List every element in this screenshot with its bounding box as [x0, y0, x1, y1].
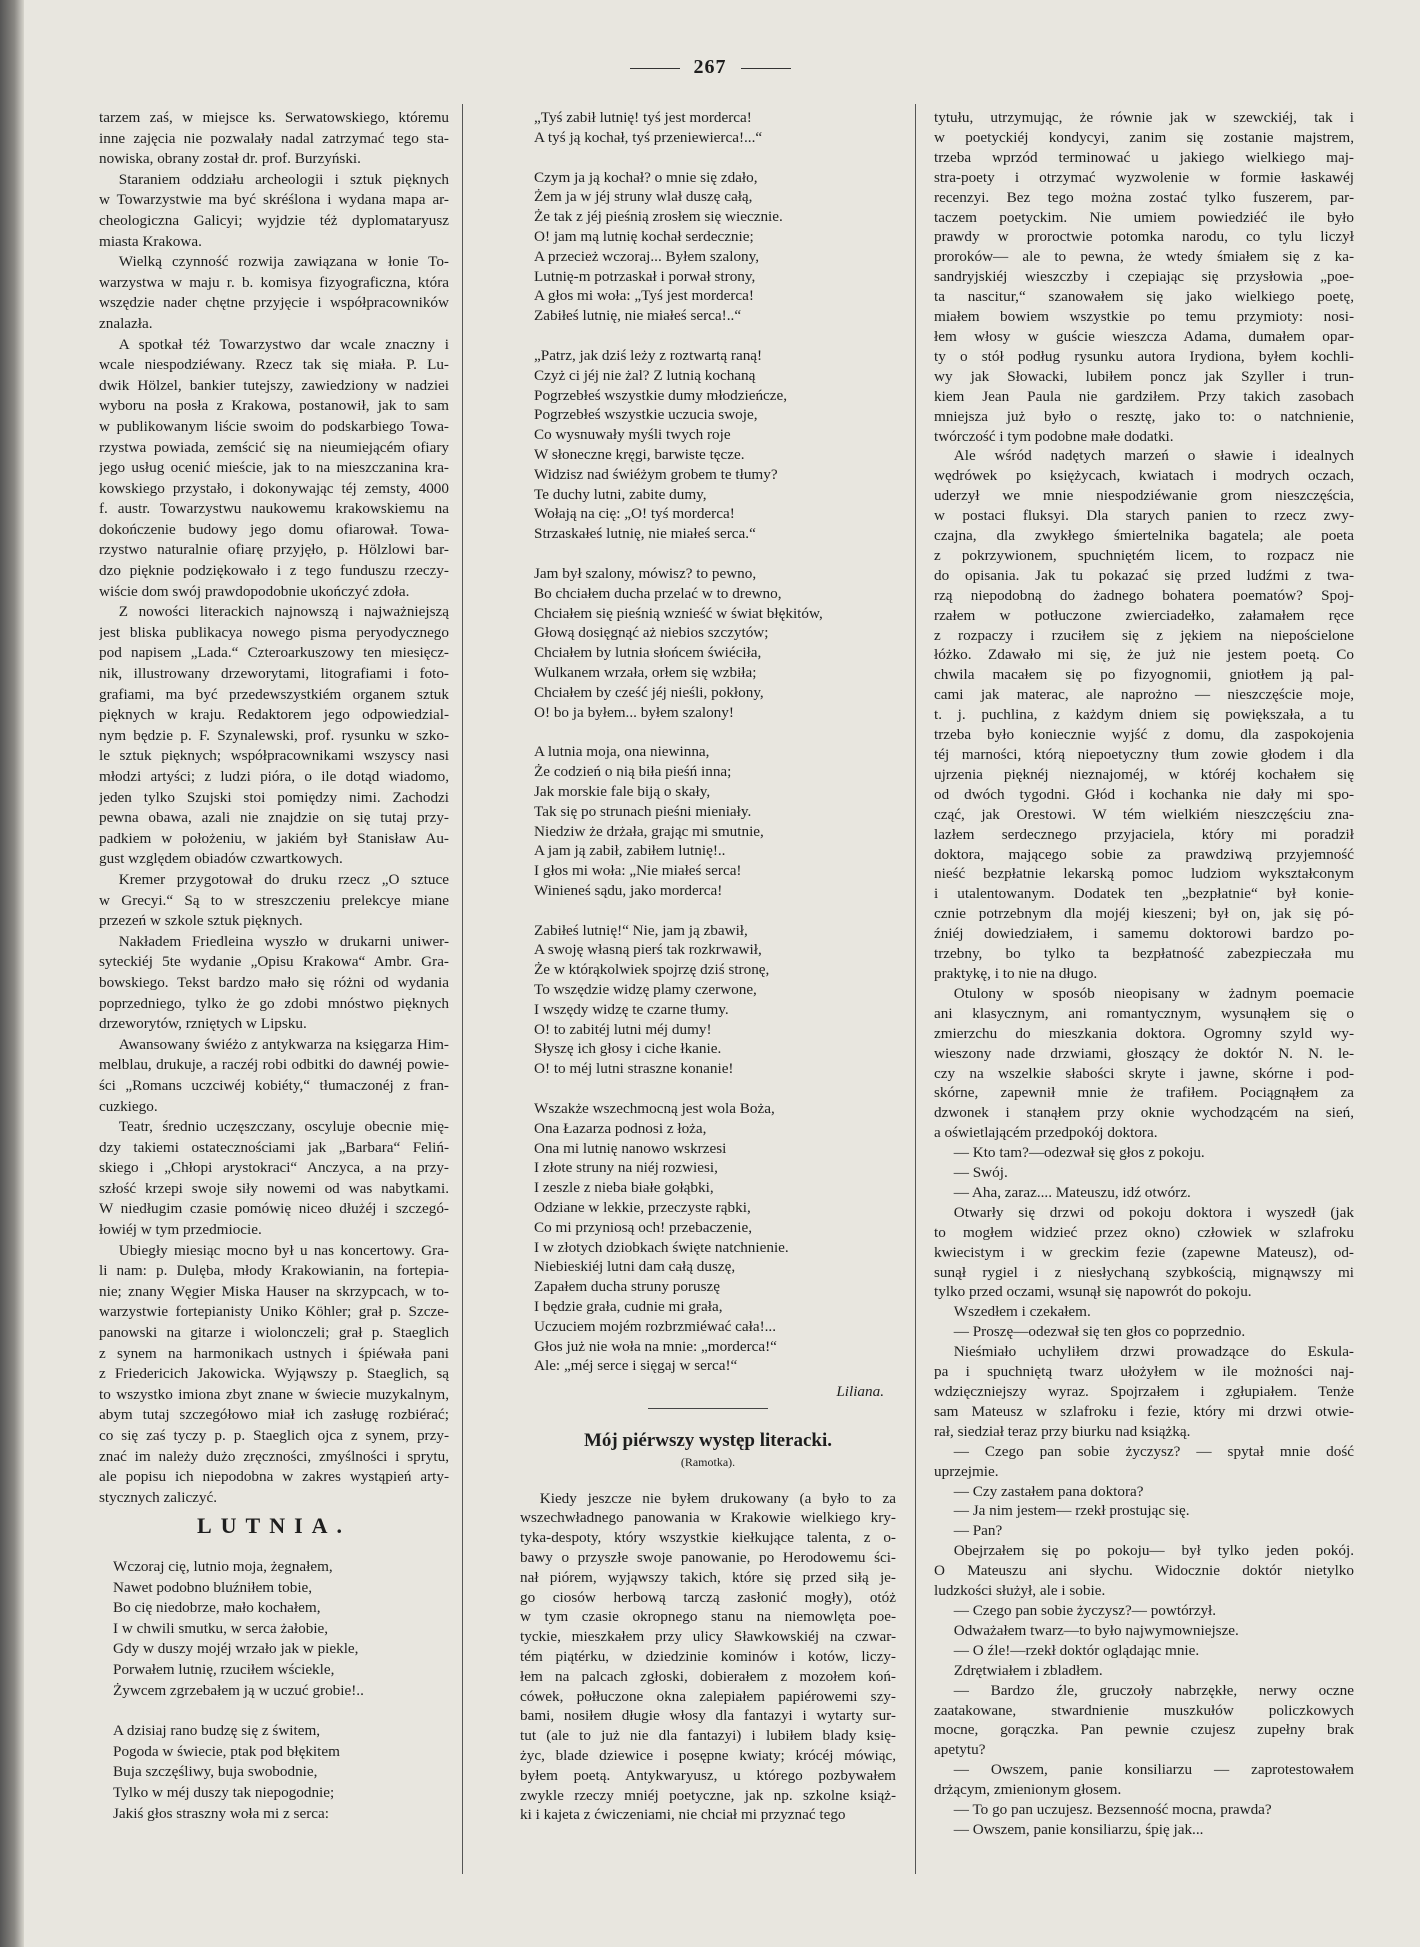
poem-stanza — [520, 168, 896, 326]
verse-line: I w złotych dziobkach święte natchnienie. — [534, 1238, 789, 1256]
poem-stanza — [520, 921, 896, 1079]
text-line: — Pan? — [953, 1522, 1003, 1540]
text-line: rzą niepodobną do żadnego bohatera poematów? Spoj- — [934, 586, 1354, 604]
header-rule-left — [630, 68, 680, 69]
article-text-part2 — [934, 108, 1354, 1840]
text-line: dzwonek i stanąłem przy oknie wychodzącém na sień, — [934, 1104, 1354, 1122]
text-line: bami, nosiłem długie włosy dla fantazyi i wytarty sur- — [520, 1707, 896, 1725]
text-line: z pokrzywionem, spuchniętém licem, to rozpacz nie — [934, 546, 1354, 564]
text-line: przezeń w szkole sztuk pięknych. — [99, 912, 303, 930]
article-title: Mój piérwszy występ literacki. — [584, 1430, 832, 1452]
text-line: ki i kajeta z ćwiczeniami, nie chciał mi przyznać tego — [520, 1806, 846, 1824]
verse-line: Widzisz nad świéżym grobem te tłumy? — [534, 465, 778, 483]
verse-line: Że w którąkolwiek spojrzę dziś stronę, — [534, 961, 770, 979]
text-line: łowiéj w tym przedmiocie. — [99, 1221, 262, 1239]
text-line: drżącym, zmienionym głosem. — [934, 1781, 1122, 1799]
text-line: w tym czasie okropnego stanu na niemowlęta poe- — [520, 1608, 896, 1626]
verse-line: To wszędzie widzę plamy czerwone, — [534, 981, 757, 999]
verse-line: Nawet podobno bluźniłem tobie, — [113, 1578, 313, 1596]
text-line: trzeba wprzód terminować u jakiego wielkiego maj- — [934, 148, 1354, 166]
text-line: Zdrętwiałem i zbladłem. — [953, 1661, 1103, 1679]
verse-line: Niedziw że drżała, grając mi smutnie, — [534, 822, 764, 840]
text-line: tytułu, utrzymując, że równie jak w szewckiéj, tak i — [934, 109, 1354, 126]
verse-line: Zabiłeś lutnię!“ Nie, jam ją zbawił, — [534, 921, 748, 939]
verse-line: Zabiłeś lutnię, nie miałeś serca!..“ — [534, 307, 742, 325]
text-line: inne zajęcia nie pozwalały nadal zatrzymać tego sta- — [99, 129, 449, 147]
verse-line: W słoneczne kręgi, barwiste tęcze. — [534, 445, 745, 463]
text-line: w publikowanym liście swoim do podskarbiego Towa- — [99, 417, 449, 435]
verse-line: Tak się po strunach pieśni mieniały. — [534, 802, 752, 820]
verse-line: Lutnię-m potrzaskał i porwał strony, — [534, 267, 756, 285]
text-line: czy na wszelkie słabości skryte i jawne, skórne i pod- — [934, 1064, 1354, 1082]
verse-line: Jam był szalony, mówisz? to pewno, — [534, 564, 757, 582]
text-line: Nieśmiało uchyliłem drzwi prowadzące do Eskula- — [953, 1343, 1354, 1361]
verse-line: I będzie grała, cudnie mi grała, — [534, 1298, 723, 1316]
text-line: — Aha, zaraz.... Mateuszu, idź otwórz. — [953, 1183, 1191, 1201]
text-line: — Owszem, panie konsiliarzu, śpię jak... — [953, 1820, 1204, 1838]
text-line: uprzejmie. — [934, 1462, 999, 1480]
text-line: Nakładem Friedleina wyszło w drukarni uniwer- — [118, 932, 449, 950]
text-line: wdzięczniejszy wyraz. Spojrzałem i zgłupiałem. Tenże — [934, 1383, 1354, 1400]
text-line: co się zaś tyczy p. p. Staeglich ojca z synem, przy- — [99, 1427, 449, 1444]
text-line: dzy takiemi ostatecznościami jak „Barbara“ Feliń- — [99, 1138, 449, 1156]
text-line: w poetyckiéj kondycyi, zanim się zostanie majstrem, — [934, 128, 1354, 146]
text-line: pięknych w kraju. Redaktorem jego odpowiedzial- — [99, 706, 449, 724]
text-line: rał, siedział teraz przy biurku nad książką. — [934, 1422, 1191, 1440]
binding-edge — [0, 0, 24, 1947]
text-line: prawdy w proroctwie potomka narodu, co tylu liczył — [934, 228, 1354, 246]
verse-line: A przecież wczoraj... Byłem szalony, — [534, 247, 760, 265]
text-line: proroków— ale to pewna, że wtedy śmiałem się z ka- — [934, 248, 1354, 266]
column-2 — [520, 108, 896, 1825]
text-line: Odważałem twarz—to było najwymowniejsze. — [953, 1621, 1239, 1639]
text-line: miałem bowiem wszystkie po temu przymioty: nosi- — [934, 308, 1354, 326]
column-divider-1 — [462, 104, 463, 1874]
text-line: nał piórem, wyjąwszy takich, które się przed siłą je- — [520, 1568, 896, 1586]
text-line: kiem Jean Paula nie gardziłem. Przy takich zasobach — [934, 387, 1354, 405]
text-line: z synem na harmonikach ustnych i śpiéwała pani — [99, 1344, 449, 1362]
text-line: młodzi artyści; z ludzi pióra, o ile dotąd wiadomo, — [99, 768, 449, 785]
text-line: szłość krzepi swoje siły nowemi od was nabytkami. — [99, 1179, 449, 1197]
verse-line: A lutnia moja, ona niewinna, — [534, 743, 710, 761]
text-line: cami jak materac, ale naprożno — nieszczęście moje, — [934, 686, 1354, 704]
text-line: pa i spuchniętą twarz ułożyłem w ile możności naj- — [934, 1363, 1354, 1381]
text-line: — O źle!—rzekł doktór oglądając mnie. — [953, 1641, 1200, 1659]
text-line: zaatakowane, stwardnienie muszkułów policzkowych — [934, 1701, 1354, 1719]
text-line: Kremer przygotował do druku rzecz „O sztuce — [118, 870, 449, 888]
text-line: ludzkości służył, ale i sobie. — [934, 1582, 1106, 1600]
text-line: — Owszem, panie konsiliarzu — zaprotestowałem — [953, 1761, 1354, 1779]
text-line: i utalentowanym. Dodatek ten „bezpłatnie“ był konie- — [934, 885, 1354, 903]
text-line: życ, blade dziewice i posępne kwiaty; krócéj mówiąc, — [520, 1746, 896, 1764]
text-line: w postaci fluksyi. Dla starych panien to rzecz zwy- — [934, 507, 1354, 525]
text-line: nie; znany Węgier Miska Hauser na skrzypcach, w to- — [99, 1282, 449, 1300]
verse-line: Niebieskiéj lutni dam całą duszę, — [534, 1258, 736, 1276]
verse-line: Pogoda w świecie, ptak pod błękitem — [113, 1742, 340, 1760]
text-line: sunął rygiel i z niesłychaną szybkością, mignąwszy mi — [934, 1263, 1354, 1281]
text-line: wieszony nade drzwiami, głoszący że doktór N. N. le- — [934, 1044, 1354, 1062]
verse-line: Że tak z jéj pieśnią zrosłem się wiecznie. — [534, 208, 783, 226]
column-divider-2 — [915, 104, 916, 1874]
text-line: Obejrzałem się po pokoju— był tylko jeden pokój. — [953, 1542, 1354, 1560]
text-line: cząć, jak Orestowi. W tém wielkiém nieszczęściu zna- — [934, 805, 1354, 823]
text-line: trzebny, bo tylko ta bezpłatność zabezpieczała mu — [934, 945, 1354, 963]
poem-stanza — [520, 564, 896, 722]
verse-line: I głos mi woła: „Nie miałeś serca! — [534, 862, 742, 880]
verse-line: Tylko w méj duszy tak niepogodnie; — [113, 1783, 335, 1801]
article-subtitle: (Ramotka). — [680, 1454, 736, 1469]
text-line: łem na palcach zgłoski, dobierałem z mozołem koń- — [520, 1667, 896, 1685]
text-line: praktykę, i to nie na długo. — [934, 964, 1098, 982]
text-line: doktora, mającego sobie za prawdziwą przyjemność — [934, 845, 1354, 863]
text-line: miasta Krakowa. — [99, 232, 202, 250]
verse-line: „Tyś zabił lutnię! tyś jest morderca! — [534, 109, 752, 126]
text-line: nieść bezpłatnie lekarską pomoc ludziom wykształconym — [934, 865, 1354, 883]
verse-line: Bo cię niedobrze, mało kochałem, — [113, 1599, 321, 1617]
text-line: wszechwładnego panowania w Krakowie wielkiego kry- — [520, 1509, 896, 1527]
text-line: Z nowości literackich najnowszą i najważniejszą — [118, 603, 449, 621]
verse-line: A głos mi woła: „Tyś jest morderca! — [534, 287, 754, 305]
text-line: zwykle rzeczy mniéj poetyczne, jak np. szkolne książ- — [520, 1786, 896, 1804]
article-text-part1 — [520, 1489, 896, 1826]
verse-line: Że codzień o nią biła pieśń inna; — [534, 763, 732, 781]
text-line: — Czego pan sobie życzysz? — spytał mnie dość — [953, 1442, 1354, 1460]
verse-line: Pogrzebłeś wszystkie dumy młodzieńcze, — [534, 386, 788, 404]
text-line: syteckiéj 5te wydanie „Opisu Krakowa“ Ambr. Gra- — [99, 953, 449, 971]
verse-line: Żem ja w jéj struny wlał duszę całą, — [534, 188, 753, 206]
text-line: uderzył we mnie niespodziéwanie grom nieszczęścia, — [934, 487, 1354, 505]
text-line: stycznych zaliczyć. — [99, 1488, 218, 1506]
column-1 — [99, 108, 449, 1844]
text-line: — Czego pan sobie życzysz?— powtórzył. — [953, 1601, 1217, 1619]
text-line: wcale niespodziéwany. Rzecz tak się miała. P. Lu- — [99, 356, 449, 374]
text-line: łóżko. Zdawało mi się, że już nie jestem poetą. Co — [934, 646, 1354, 664]
text-line: le sztuk pięknych; współpracownikami wszyscy nasi — [99, 747, 449, 765]
poem-signature: Liliana. — [836, 1383, 884, 1401]
verse-line: A dzisiaj rano budzę się z świtem, — [113, 1722, 321, 1740]
text-line: tarzem zaś, w miejsce ks. Serwatowskiego, któremu — [99, 109, 449, 126]
text-line: — Swój. — [953, 1164, 1008, 1182]
verse-line: I wszędy widzę te czarne tłumy. — [534, 1000, 729, 1018]
text-line: grafiami, ma być przedewszystkiém organem sztuk — [99, 685, 449, 703]
text-line: nym będzie p. F. Szynalewski, prof. rysunku w szko- — [99, 726, 449, 744]
text-line: kowskiego przystało, i dokonywając téj zemsty, 4000 — [99, 479, 449, 497]
verse-line: Ona mi lutnię nanowo wskrzesi — [534, 1139, 727, 1157]
text-line: znać im należy dużo zręczności, zmyślności i sprytu, — [99, 1447, 449, 1465]
verse-line: Bo chciałem ducha przelać w to drewno, — [534, 584, 782, 602]
chronicle-text — [99, 108, 449, 1508]
text-line: Otwarły się drzwi od pokoju doktora i wyszedł (jak — [953, 1203, 1354, 1221]
verse-line: Czyż ci jéj nie żal? Z lutnią kochaną — [534, 366, 756, 384]
text-line: zmierzchu do mieszkania doktora. Ogromny szyld wy- — [934, 1024, 1354, 1042]
verse-line: A jam ją zabił, zabiłem lutnię!.. — [534, 842, 726, 860]
verse-line: O! bo ja byłem... byłem szalony! — [534, 703, 734, 721]
text-line: li nam: p. Dulęba, młody Krakowianin, na fortepia- — [99, 1262, 449, 1280]
text-line: w Grecyi.“ Są to w streszczeniu prelekcye miane — [99, 891, 449, 909]
text-line: jego usług ocenić mieście, jak to na mieszczanina kra- — [99, 459, 449, 477]
verse-line: Jak morskie fale biją o skały, — [534, 782, 711, 800]
text-line: nik, illustrowany drzeworytami, litografiami i foto- — [99, 665, 449, 683]
verse-line: O! to zabitéj lutni méj dumy! — [534, 1020, 712, 1038]
verse-line: Uczuciem mojém rozbrzmiéwać cała!... — [534, 1317, 777, 1335]
verse-line: Pogrzebłeś wszystkie uczucia swoje, — [534, 406, 758, 424]
text-line: cuzkiego. — [99, 1097, 158, 1115]
text-line: twórczość i tym podobne małe dodatki. — [934, 427, 1174, 445]
verse-line: Jakiś głos straszny woła mi z serca: — [113, 1804, 329, 1822]
verse-line: Co wysnuwały myśli twych roje — [534, 426, 731, 444]
text-line: dzo pięknie podziękowało i z tego funduszu rzeczy- — [99, 562, 449, 580]
poem-stanza — [520, 742, 896, 900]
text-line: byłem poetą. Antykwaryusz, u którego pozbywałem — [520, 1766, 896, 1784]
text-line: mocne, gorączka. Pan pewnie czujesz zupełny brak — [934, 1721, 1354, 1739]
text-line: to wszystko imiona zbyt znane w świecie muzykalnym, — [99, 1385, 449, 1403]
verse-line: Słyszę ich głosy i ciche łkanie. — [534, 1040, 722, 1058]
verse-line: Głos już nie woła na mnie: „morderca!“ — [534, 1337, 777, 1355]
poem-stanza — [99, 1557, 449, 1701]
text-line: sandryjskiéj wieszczby i czepiając się przysłowia „poe- — [934, 268, 1354, 286]
verse-line: Żywcem zgrzebałem ją w uczuć grobie!.. — [113, 1681, 364, 1699]
text-line: — Bardzo źle, gruczoły nabrzękłe, nerwy oczne — [953, 1681, 1354, 1699]
text-line: bowskiego. Tekst bardzo mało się różni od wydania — [99, 973, 449, 991]
text-line: lazłem serdecznego przyjaciela, który mi poradził — [934, 825, 1354, 843]
text-line: — Kto tam?—odezwał się głos z pokoju. — [953, 1144, 1205, 1162]
text-line: melblau, drukuje, a raczéj robi odbitki do dawnéj powie- — [99, 1056, 449, 1074]
text-line: wszędzie nader chętne przyjęcie i współpracowników — [99, 294, 449, 312]
text-line: rzałem w potłuczone zwierciadełko, załamałem ręce — [934, 606, 1354, 624]
verse-line: „Patrz, jak dziś leży z roztwartą raną! — [534, 346, 763, 364]
text-line: téj marności, którą niepoetyczny tłum zowie głodem i dla — [934, 746, 1354, 763]
text-line: cówek, połłuczone okna zalepiałem papiérowemi szy- — [520, 1687, 896, 1705]
text-line: wyboru na posła z Krakowa, postanowił, jak to sam — [99, 397, 449, 415]
text-line: — Czy zastałem pana doktora? — [953, 1482, 1144, 1500]
text-line: znalazła. — [99, 314, 153, 332]
verse-line: I w chwili smutku, w serca żałobie, — [113, 1619, 329, 1637]
text-line: w Towarzystwie ma być skréślona i wydana mapa ar- — [99, 191, 449, 209]
text-line: jeden tylko Szujski stoi pomiędzy nimi. Zachodzi — [99, 788, 449, 806]
text-line: Kiedy jeszcze nie byłem drukowany (a było to za — [539, 1489, 896, 1507]
text-line: padkiem w położeniu, w jakiém był Stanisław Au- — [99, 829, 449, 847]
text-line: ści „Romans uczciwéj kobiéty,“ tłumaczonéj z fran- — [99, 1076, 449, 1094]
text-line: mniejsza już było o resztę, jako to: o natchnienie, — [934, 407, 1354, 425]
text-line: to mogłem widzieć przez okno) człowiek w szlafroku — [934, 1223, 1354, 1241]
text-line: łem włosy w guście wieszcza Adama, dumałem opar- — [934, 327, 1354, 345]
header-rule-right — [741, 68, 791, 69]
section-rule — [648, 1408, 768, 1409]
text-line: sam Mateusz w szlafroku i fezie, który mi drzwi otwie- — [934, 1402, 1354, 1420]
text-line: źniéj dowiedziałem, i samemu doktorowi bardzo po- — [934, 925, 1354, 943]
verse-line: I złote struny na niéj rozwiesi, — [534, 1159, 718, 1177]
text-line: Staraniem oddziału archeologii i sztuk pięknych — [118, 170, 449, 188]
text-line: warzystwie fortepianisty Uniko Köhler; grał p. Szcze- — [99, 1303, 449, 1321]
text-line: z Friedericich Jakowicka. Wyjąwszy p. Staeglich, są — [99, 1365, 449, 1383]
poem-title: LUTNIA. — [196, 1513, 352, 1539]
text-line: pod napisem „Lada.“ Czteroarkuszowy ten miesięcz- — [99, 644, 449, 662]
text-line: A spotkał téż Towarzystwo dar wcale znaczny i — [118, 335, 449, 353]
page-number: 267 — [693, 56, 727, 78]
verse-line: Ona Łazarza podnosi z łoża, — [534, 1119, 707, 1137]
text-line: pewna obawa, azali nie znajdzie on się tutaj przy- — [99, 809, 449, 827]
text-line: poprzedniego, tylko że go zdobi mnóstwo pięknych — [99, 994, 449, 1012]
poem-stanza — [520, 1099, 896, 1376]
text-line: kwiecistym i w greckim fezie (zapewne Mateusz), od- — [934, 1243, 1354, 1261]
text-line: Ale wśród nadętych marzeń o sławie i idealnych — [953, 447, 1354, 465]
text-line: tém piątérku, w dziedzinie kominów i kotów, liczy- — [520, 1647, 896, 1665]
verse-line: Wołają na cię: „O! tyś morderca! — [534, 505, 735, 523]
verse-line: Wulkanem wrzała, orłem się wzbiła; — [534, 663, 757, 681]
text-line: ujrzenia pięknéj nieznajoméj, w któréj kochałem się — [934, 765, 1354, 783]
text-line: z rozpaczy i rzuciłem się z jękiem na niepościelone — [934, 626, 1354, 644]
text-line: skiego i „Chłopi arystokraci“ Anczyca, a na przy- — [99, 1159, 449, 1177]
text-line: tyckie, mieszkałem przy ulicy Sławkowskiéj na czwar- — [520, 1628, 896, 1646]
text-line: skórne, zapewnił mnie że trafiłem. Pociągnąłem za — [934, 1084, 1354, 1102]
verse-line: Co mi przyniosą och! przebaczenie, — [534, 1218, 753, 1236]
text-line: ani klasycznym, ani romantycznym, wysunąłem się o — [934, 1004, 1354, 1022]
verse-line: Buja szczęśliwy, buja swobodnie, — [113, 1763, 318, 1781]
text-line: Ubiegły miesiąc mocno był u nas koncertowy. Gra- — [118, 1241, 449, 1259]
text-line: drzeworytów, rzniętych w Lipsku. — [99, 1015, 307, 1033]
verse-line: Czym ja ją kochał? o mnie się zdało, — [534, 168, 758, 186]
text-line: ale popisu ich niepodobna w zakres wystąpień arty- — [99, 1468, 449, 1486]
poem-stanza — [99, 1721, 449, 1824]
text-line: Awansowany świéżo z antykwarza na księgarza Him- — [118, 1035, 449, 1053]
text-line: Wszedłem i czekałem. — [953, 1303, 1091, 1321]
text-line: go ciosów herbową tarczą zasłonić mogły), otóż — [520, 1588, 896, 1606]
verse-line: A swoję własną pierś tak rozkrwawił, — [534, 941, 762, 959]
verse-line: Gdy w duszy mojéj wrzało jak w piekle, — [113, 1640, 359, 1658]
text-line: ty o stół podług rysunku autora Irydiona, byłem kochli- — [934, 347, 1354, 365]
text-line: panowski na gitarze i wiolonczeli; grał p. Staeglich — [99, 1324, 449, 1342]
text-line: recenzyi. Bez tego można zostać tylko fuszerem, par- — [934, 188, 1354, 206]
text-line: tylko przed oczami, wsunął się napowrót do pokoju. — [934, 1283, 1252, 1301]
verse-line: Porwałem lutnię, rzuciłem wściekle, — [113, 1660, 335, 1678]
text-line: t. j. puchlina, z każdym dniem się powiększała, a tu — [934, 706, 1354, 724]
verse-line: I zeszle z nieba białe gołąbki, — [534, 1179, 714, 1197]
text-line: wędrówek po księżycach, kwiatach i modrych oczach, — [934, 467, 1354, 485]
text-line: warzystwa w maju r. b. komisya fizyograficzna, która — [99, 273, 449, 291]
text-line: W niedługim czasie pomówię niceo dłużéj i szczegó- — [99, 1200, 449, 1218]
text-line: chwila macałem się po fizyognomii, gniotłem ją pal- — [934, 666, 1354, 684]
verse-line: Winieneś sądu, jako morderca! — [534, 881, 723, 899]
text-line: Teatr, średnio uczęszczany, oscyluje obecnie mię- — [118, 1118, 449, 1136]
text-line: cznie potrzebnym dla mojéj kieszeni; był on, jak się pó- — [934, 905, 1354, 923]
verse-line: Chciałem by lutnia słońcem świéciła, — [534, 644, 762, 662]
text-line: wiście dom swój prawdopodobnie ukończyć zdoła. — [99, 582, 410, 600]
verse-line: Wczoraj cię, lutnio moja, żegnałem, — [113, 1557, 333, 1575]
poem-lutnia-part2 — [520, 108, 896, 1376]
verse-line: O! to méj lutni straszne konanie! — [534, 1060, 734, 1078]
text-line: O Mateuszu ani słychu. Widocznie doktór nietylko — [934, 1562, 1354, 1580]
verse-line: Chciałem by cześć jéj nieśli, pokłony, — [534, 683, 764, 701]
text-line: do opisania. Jak tu pokazać się przed ludźmi z twa- — [934, 566, 1354, 584]
text-line: apetytu? — [934, 1741, 986, 1759]
text-line: trzeba było koniecznie wyjść z domu, dla zaspokojenia — [934, 726, 1354, 744]
text-line: nowiska, obrany został dr. prof. Burzyński. — [99, 150, 361, 168]
text-line: a oświetlającém przedpokój doktora. — [934, 1124, 1158, 1142]
verse-line: Odziane w lekkie, przeczyste rąbki, — [534, 1199, 751, 1217]
poem-lutnia-part1 — [99, 1557, 449, 1824]
text-line: czajna, dla zwykłego śmiertelnika bagatela; ale poeta — [934, 527, 1354, 545]
text-line: Wielką czynność rozwija zawiązana w łonie To- — [118, 253, 449, 271]
verse-line: O! jam mą lutnię kochał serdecznie; — [534, 227, 754, 245]
verse-line: Chciałem się pieśnią wznieść w świat błękitów, — [534, 604, 823, 622]
text-line: dokończenie budowy jego domu ofiarował. Towa- — [99, 520, 449, 538]
text-line: dwik Hölzel, bankier tutejszy, zawiedziony w nadziei — [99, 376, 449, 394]
text-line: gust względem obiadów czwartkowych. — [99, 850, 343, 868]
text-line: Otulony w sposób nieopisany w żadnym poemacie — [953, 984, 1354, 1002]
text-line: od dwóch tygodni. Głód i kochanka nie dały mi spo- — [934, 785, 1354, 803]
column-3 — [934, 108, 1354, 1840]
text-line: rzystwa powiada, zemścić się na nieumiejącém ofiary — [99, 438, 449, 456]
text-line: tyka-despoty, który wszystkie kiełkujące talenta, z o- — [520, 1529, 896, 1547]
text-line: — Ja nim jestem— rzekł prostując się. — [953, 1502, 1190, 1520]
verse-line: Te duchy lutni, zabite dumy, — [534, 485, 707, 503]
text-line: cheologiczna Galicyi; wyjdzie téż dyplomataryusz — [99, 211, 449, 229]
verse-line: A tyś ją kochał, tyś przeniewierca!...“ — [534, 128, 763, 146]
page-number-header — [0, 56, 1420, 79]
verse-line: Wszakże wszechmocną jest wola Boża, — [534, 1100, 775, 1118]
verse-line: Zapałem ducha struny poruszę — [534, 1278, 720, 1296]
poem-stanza — [520, 346, 896, 544]
verse-line: Strzaskałeś lutnię, nie miałeś serca.“ — [534, 525, 756, 543]
verse-line: Ale: „méj serce i sięgaj w serca!“ — [534, 1357, 738, 1375]
text-line: taczem poetyckim. Nie umiem powiedziéć ile było — [934, 208, 1354, 226]
text-line: ta nascitur,“ szanowałem się jako wielkiego poetę, — [934, 288, 1354, 306]
text-line: jest bliska publikacya nowego pisma peryodycznego — [99, 623, 449, 641]
verse-line: Głową dosięgnąć aż niebios szczytów; — [534, 624, 769, 642]
text-line: rzystwo naturalnie ofiarę przyjęło, p. Hölzlowi bar- — [99, 541, 449, 559]
text-line: — Proszę—odezwał się ten głos co poprzednio. — [953, 1323, 1246, 1341]
text-line: stra-poety i otrzymać wyzwolenie w formie łaskawéj — [934, 168, 1354, 186]
text-line: — To go pan uczujesz. Bezsenność mocna, prawda? — [953, 1801, 1272, 1819]
text-line: abym tutaj szczegółowo miał ich zasługę rozbiérać; — [99, 1406, 449, 1424]
text-line: tut (ale to już nie dla fantazyi) i lubiłem blady księ- — [520, 1727, 896, 1745]
poem-stanza — [520, 108, 896, 148]
text-line: wy jak Słowacki, lubiłem poncz jak Szyller i trun- — [934, 367, 1354, 385]
text-line: bawy o przyszłe swoje panowanie, po Herodowemu ści- — [520, 1549, 896, 1566]
text-line: f. austr. Towarzystwu naukowemu krakowskiemu na — [99, 500, 449, 518]
